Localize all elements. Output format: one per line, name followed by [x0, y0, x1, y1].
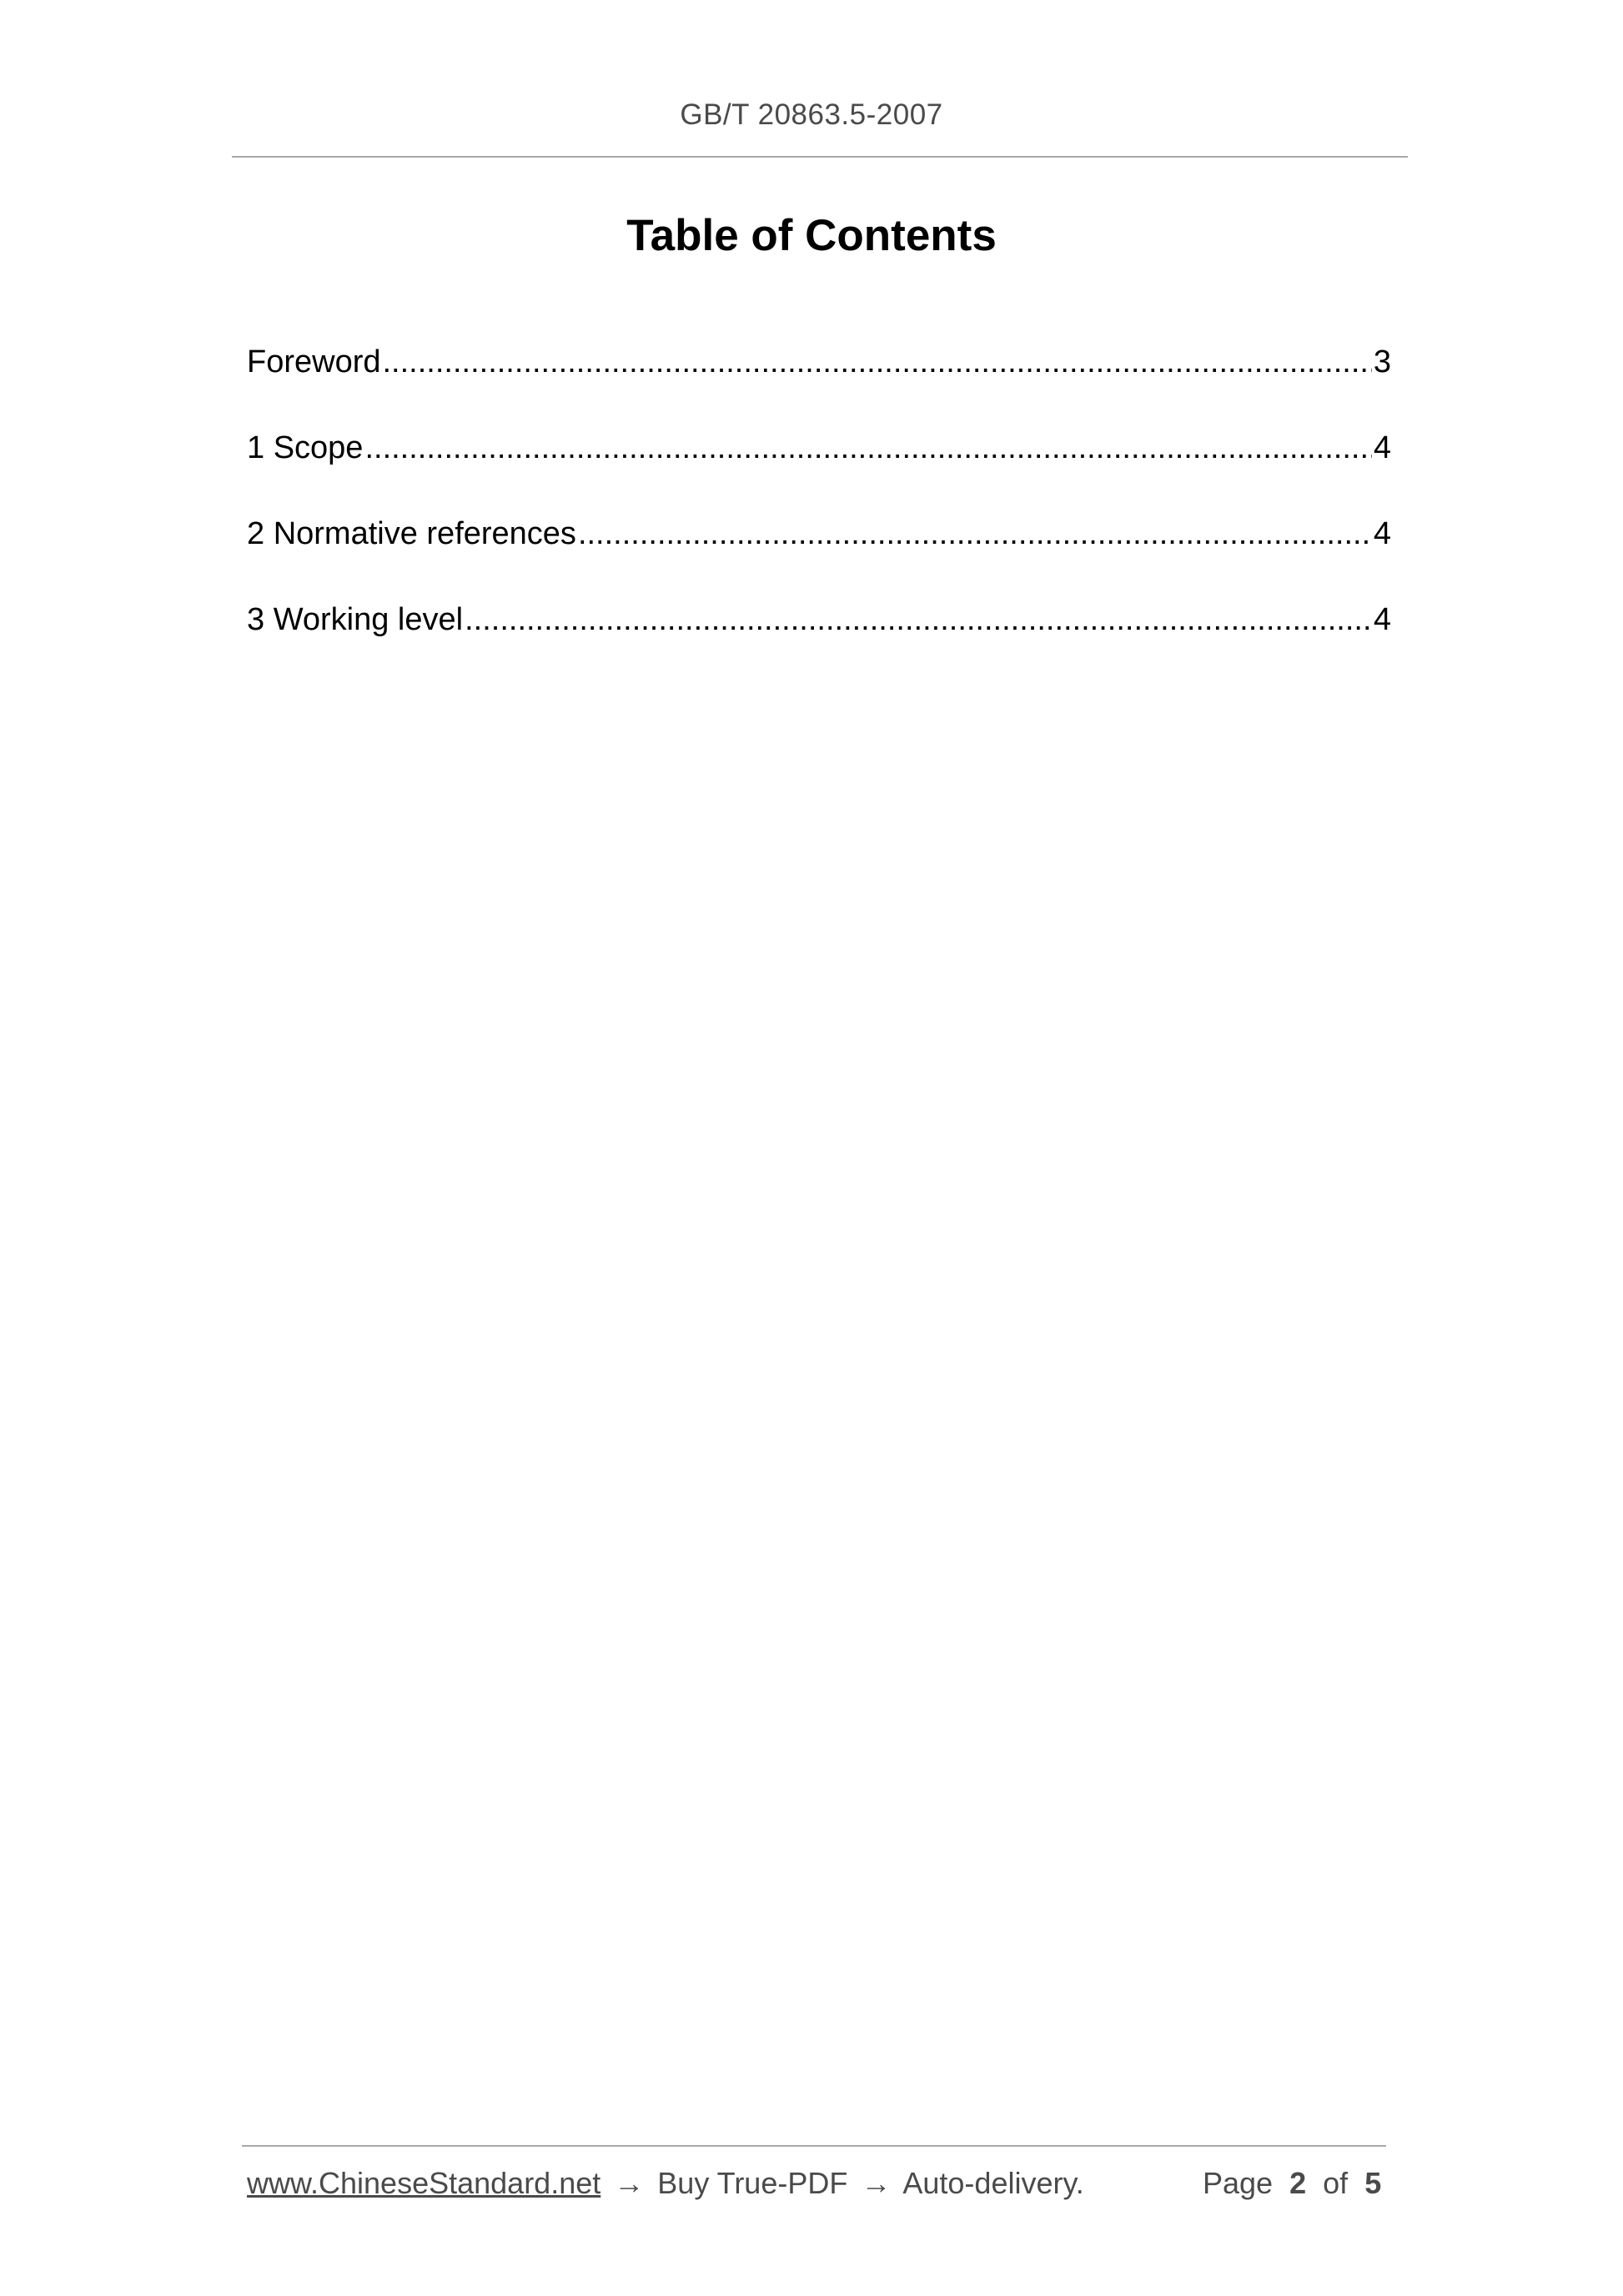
right-arrow-icon: →: [861, 2166, 892, 2200]
toc-dot-leader: [364, 423, 1371, 473]
toc-entry-foreword[interactable]: [247, 337, 1391, 423]
buy-text: Buy True-PDF: [657, 2166, 848, 2200]
footer-promo: [247, 2166, 1084, 2201]
right-arrow-icon: →: [614, 2166, 645, 2200]
toc-entry-label: 1 Scope: [247, 430, 364, 465]
site-link[interactable]: www.ChineseStandard.net: [247, 2166, 601, 2200]
toc-entry-label: Foreword: [247, 344, 381, 379]
toc-entry-page: 4: [1373, 516, 1391, 551]
page-total: 5: [1364, 2166, 1382, 2200]
page-word: Page: [1203, 2166, 1274, 2200]
toc-entry-scope[interactable]: [247, 423, 1391, 509]
toc-dot-leader: [465, 595, 1372, 645]
toc-entry-page: 4: [1373, 602, 1391, 637]
table-of-contents: [247, 337, 1391, 681]
page-title: Table of Contents: [626, 211, 997, 260]
footer-divider: [242, 2145, 1386, 2147]
toc-entry-page: 4: [1373, 430, 1391, 465]
toc-entry-page: 3: [1373, 344, 1391, 379]
delivery-text: Auto-delivery.: [902, 2166, 1084, 2200]
toc-entry-working-level[interactable]: [247, 595, 1391, 681]
toc-entry-label: 2 Normative references: [247, 516, 576, 551]
of-word: of: [1323, 2166, 1349, 2200]
toc-entry-label: 3 Working level: [247, 602, 464, 637]
page-current: 2: [1289, 2166, 1307, 2200]
page-indicator: [1203, 2166, 1381, 2201]
toc-dot-leader: [383, 337, 1372, 387]
running-header: GB/T 20863.5-2007: [680, 98, 943, 131]
toc-entry-normative-references[interactable]: [247, 509, 1391, 595]
toc-dot-leader: [578, 509, 1372, 559]
header-divider: [232, 156, 1408, 158]
